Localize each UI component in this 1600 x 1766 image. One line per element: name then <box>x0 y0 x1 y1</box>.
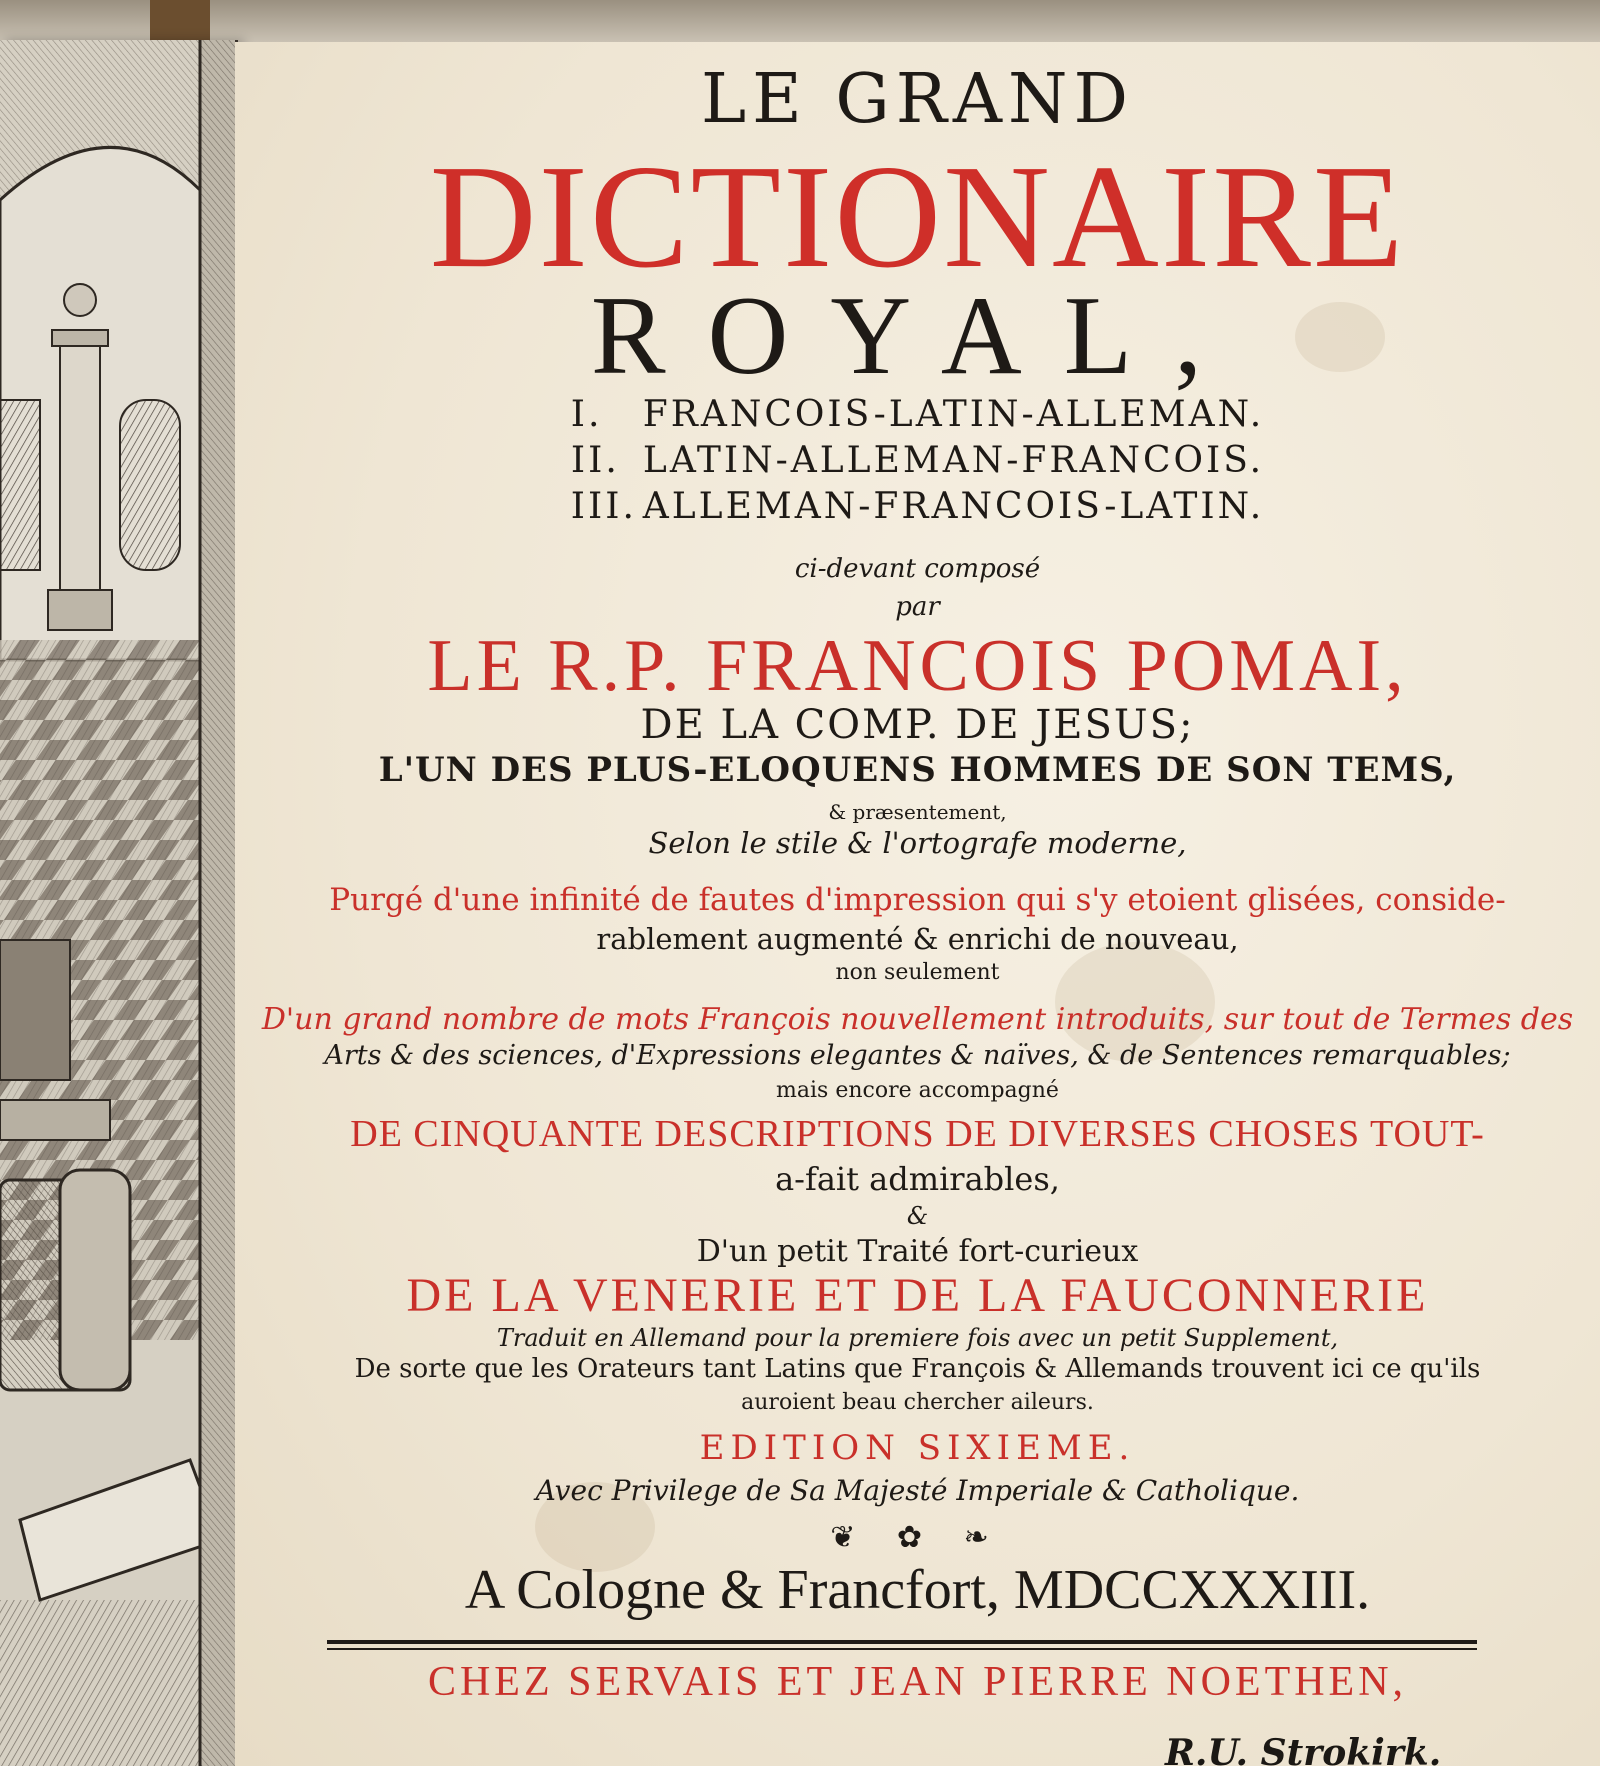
line-cinquante: DE CINQUANTE DESCRIPTIONS DE DIVERSES CHOSES TOUT- <box>350 1113 1485 1155</box>
divider-rule <box>327 1640 1477 1644</box>
volume-number: III. <box>570 486 637 527</box>
title-royal: ROYAL, <box>590 274 1245 398</box>
line-compose: ci-devant composé <box>794 554 1041 584</box>
volume-languages: LATIN-ALLEMAN-FRANCOIS. <box>642 440 1265 481</box>
volume-number: I. <box>570 394 603 435</box>
line-arts: Arts & des sciences, d'Expressions elegantes & naïves, & de Sentences remarquables; <box>324 1040 1511 1071</box>
volume-line-3 <box>235 486 1600 527</box>
privilege-statement: Avec Privilege de Sa Majesté Imperiale & Catholique. <box>535 1474 1300 1507</box>
book-spine <box>150 0 210 42</box>
line-mais-encore: mais encore accompagné <box>776 1078 1059 1103</box>
title-dictionaire: DICTIONAIRE <box>429 135 1406 299</box>
volume-languages: ALLEMAN-FRANCOIS-LATIN. <box>642 486 1265 527</box>
frontispiece-engraving <box>0 40 238 1766</box>
title-le-grand: LE GRAND <box>700 60 1135 139</box>
line-par: par <box>895 592 940 622</box>
fleuron-ornament-icon: ❦ ✿ ❧ <box>830 1520 1005 1555</box>
volume-languages: FRANCOIS-LATIN-ALLEMAN. <box>642 394 1265 435</box>
line-venerie: DE LA VENERIE ET DE LA FAUCONNERIE <box>406 1269 1429 1322</box>
line-stile: Selon le stile & l'ortografe moderne, <box>648 826 1187 860</box>
divider-rule <box>327 1648 1477 1650</box>
line-auroient: auroient beau chercher aileurs. <box>741 1390 1094 1415</box>
line-traduit: Traduit en Allemand pour la premiere fois avec un petit Supplement, <box>496 1324 1339 1352</box>
author-praise: L'UN DES PLUS-ELOQUENS HOMMES DE SON TEMS, <box>378 750 1457 790</box>
title-page <box>235 42 1600 1766</box>
volume-line-1 <box>235 394 1600 435</box>
imprint-place-date: A Cologne & Francfort, MDCCXXXIII. <box>464 1559 1371 1621</box>
owner-signature: R.U. Strokirk. <box>1165 1732 1442 1766</box>
line-non-seulement: non seulement <box>835 960 1000 985</box>
line-sorte: De sorte que les Orateurs tant Latins que François & Allemands trouvent ici ce qu'ils <box>354 1354 1481 1384</box>
line-ampersand: & <box>906 1202 929 1230</box>
author-name: LE R.P. FRANCOIS POMAI, <box>427 625 1408 707</box>
line-petit-traite: D'un petit Traité fort-curieux <box>696 1234 1139 1269</box>
author-order: DE LA COMP. DE JESUS; <box>640 702 1195 748</box>
volume-line-2 <box>235 440 1600 481</box>
volume-number: II. <box>570 440 620 481</box>
line-praesentement: & præsentement, <box>828 800 1007 824</box>
printer-name: CHEZ SERVAIS ET JEAN PIERRE NOETHEN, <box>427 1659 1408 1705</box>
edition-statement: EDITION SIXIEME. <box>699 1428 1136 1468</box>
line-grand-nombre: D'un grand nombre de mots François nouvellement introduits, sur tout de Termes des <box>261 1002 1574 1037</box>
engraving-illustration <box>0 40 235 1766</box>
book-top-edge <box>0 0 1600 42</box>
line-afait: a-fait admirables, <box>775 1160 1060 1198</box>
line-purge-continued: rablement augmenté & enrichi de nouveau, <box>596 922 1239 956</box>
line-purge: Purgé d'une infinité de fautes d'impression qui s'y etoient glisées, conside- <box>329 882 1506 918</box>
